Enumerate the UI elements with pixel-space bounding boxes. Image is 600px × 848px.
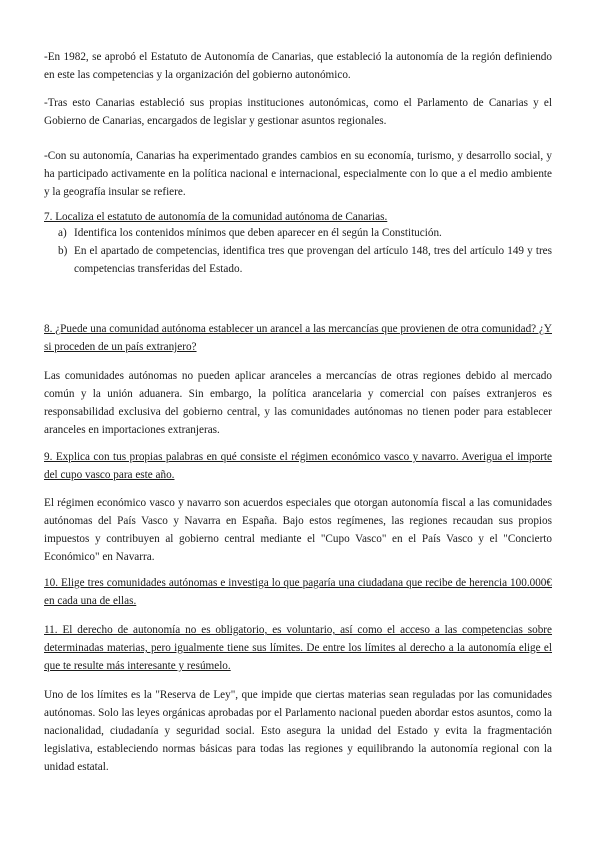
question-10: 10. Elige tres comunidades autónomas e investiga lo que pagaría una ciudadana que recibe de herencia 100.000€ en cada una de ellas. xyxy=(44,577,552,607)
paragraph-statute-1982: -En 1982, se aprobó el Estatuto de Autonomía de Canarias, que estableció la autonomía de la región definiendo en este las competencias y la organización del gobierno autonómico. xyxy=(44,51,552,81)
list-item-text: En el apartado de competencias, identifica tres que provengan del artículo 148, tres del artículo 149 y tres competencias transferidas del Estado. xyxy=(74,245,552,275)
answer-9: El régimen económico vasco y navarro son acuerdos especiales que otorgan autonomía fiscal a las comunidades autónomas del País Vasco y Navarra en España. Bajo estos regímenes, las regiones recaudan sus propios impuestos y contribuyen al gobierno central mediante el "Cupo Vasco" en el País Vasco y el "Concierto Económico" en Navarra. xyxy=(44,497,552,563)
question-7-list xyxy=(44,224,552,278)
question-9: 9. Explica con tus propias palabras en qué consiste el régimen económico vasco y navarro. Averigua el importe del cupo vasco para este año. xyxy=(44,451,552,481)
list-marker: b) xyxy=(58,245,68,257)
answer-11: Uno de los límites es la "Reserva de Ley", que impide que ciertas materias sean reguladas por las comunidades autónomas. Solo las leyes orgánicas aprobadas por el Parlamento nacional pueden abordar estos asuntos, como la nacionalidad, ciudadanía y seguridad social. Esto asegura la unidad del Estado y evita la fragmentación legislativa, estableciendo normas básicas para todas las regiones y equilibrando la autonomía regional con la unidad estatal. xyxy=(44,689,552,773)
answer-8: Las comunidades autónomas no pueden aplicar aranceles a mercancías de otras regiones debido al mercado común y la unión aduanera. Sin embargo, la política arancelaria y comercial con países extranjeros es responsabilidad exclusiva del gobierno central, y las comunidades autónomas no tienen poder para establecer aranceles en importaciones extranjeras. xyxy=(44,370,552,436)
list-item xyxy=(44,224,552,242)
paragraph-changes: -Con su autonomía, Canarias ha experimentado grandes cambios en su economía, turismo, y desarrollo social, y ha participado activamente en la política nacional e internacional, especialmente con lo que a el medio ambiente y la geografía insular se refiere. xyxy=(44,150,552,198)
list-marker: a) xyxy=(58,227,67,239)
question-7: 7. Localiza el estatuto de autonomía de la comunidad autónoma de Canarias. xyxy=(44,211,388,223)
list-item xyxy=(44,242,552,278)
list-item-text: Identifica los contenidos mínimos que deben aparecer en él según la Constitución. xyxy=(74,227,442,239)
paragraph-institutions: -Tras esto Canarias estableció sus propias instituciones autonómicas, como el Parlamento de Canarias y el Gobierno de Canarias, encargados de legislar y gestionar asuntos regionales. xyxy=(44,97,552,127)
question-11: 11. El derecho de autonomía no es obligatorio, es voluntario, así como el acceso a las competencias sobre determinadas materias, pero igualmente tiene sus límites. De entre los límites al derecho a la autonomía elige el que te resulte más interesante y resúmelo. xyxy=(44,624,552,672)
question-8: 8. ¿Puede una comunidad autónoma establecer un arancel a las mercancías que provienen de otra comunidad? ¿Y si proceden de un país extranjero? xyxy=(44,323,552,353)
